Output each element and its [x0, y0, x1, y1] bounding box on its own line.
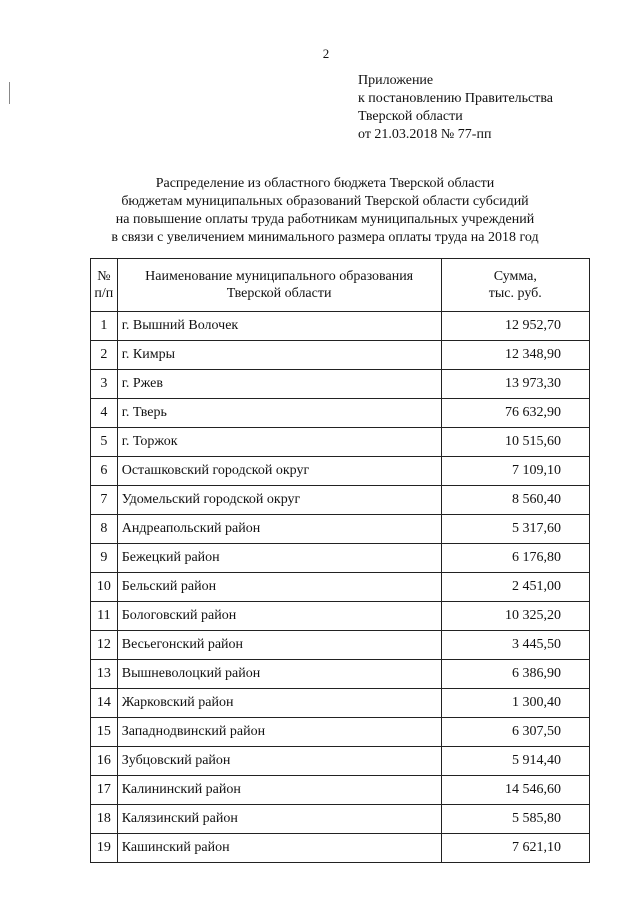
table-body [91, 312, 590, 863]
row-number: 13 [91, 660, 118, 689]
row-number: 18 [91, 805, 118, 834]
scan-artifact-line [9, 82, 10, 104]
table-row [91, 486, 590, 515]
title-line: бюджетам муниципальных образований Тверской области субсидий [121, 194, 529, 209]
row-number: 16 [91, 747, 118, 776]
row-number: 10 [91, 573, 118, 602]
row-sum: 6 176,80 [441, 544, 589, 573]
header-name-line2: Тверской области [226, 286, 332, 301]
row-name: г. Торжок [117, 428, 441, 457]
row-name: Калининский район [117, 776, 441, 805]
row-number: 2 [91, 341, 118, 370]
row-number: 4 [91, 399, 118, 428]
header-number-line2: п/п [94, 286, 114, 301]
row-name: г. Тверь [117, 399, 441, 428]
table-row [91, 805, 590, 834]
row-name: Жарковский район [117, 689, 441, 718]
row-number: 8 [91, 515, 118, 544]
row-name: Бежецкий район [117, 544, 441, 573]
row-sum: 14 546,60 [441, 776, 589, 805]
table-row [91, 747, 590, 776]
row-sum: 10 515,60 [441, 428, 589, 457]
distribution-table [90, 258, 590, 863]
table-row [91, 544, 590, 573]
row-sum: 7 621,10 [441, 834, 589, 863]
row-number: 3 [91, 370, 118, 399]
page-number: 2 [322, 46, 330, 61]
table-row [91, 834, 590, 863]
table-row [91, 370, 590, 399]
table-row [91, 428, 590, 457]
table-row [91, 776, 590, 805]
row-sum: 12 952,70 [441, 312, 589, 341]
row-name: Весьегонский район [117, 631, 441, 660]
table-row [91, 718, 590, 747]
header-number [91, 259, 118, 312]
row-name: г. Ржев [117, 370, 441, 399]
title-line: на повышение оплаты труда работникам муниципальных учреждений [115, 212, 535, 227]
table-row [91, 573, 590, 602]
row-name: г. Кимры [117, 341, 441, 370]
header-sum-line2: тыс. руб. [488, 286, 542, 301]
row-name: Зубцовский район [117, 747, 441, 776]
header-name-line1: Наименование муниципального образования [145, 269, 414, 284]
title-line: в связи с увеличением минимального размера оплаты труда на 2018 год [111, 230, 539, 245]
table-header-row [91, 259, 590, 312]
row-number: 19 [91, 834, 118, 863]
header-sum [441, 259, 589, 312]
row-sum: 3 445,50 [441, 631, 589, 660]
row-number: 14 [91, 689, 118, 718]
row-name: Андреапольский район [117, 515, 441, 544]
row-name: Кашинский район [117, 834, 441, 863]
row-number: 7 [91, 486, 118, 515]
row-sum: 5 914,40 [441, 747, 589, 776]
row-sum: 5 317,60 [441, 515, 589, 544]
row-number: 1 [91, 312, 118, 341]
appendix-block [358, 72, 553, 144]
row-sum: 6 307,50 [441, 718, 589, 747]
table-row [91, 602, 590, 631]
row-sum: 76 632,90 [441, 399, 589, 428]
document-title [90, 175, 560, 247]
header-sum-line1: Сумма, [493, 269, 537, 284]
appendix-line: от 21.03.2018 № 77-пп [358, 127, 492, 142]
row-number: 5 [91, 428, 118, 457]
header-number-line1: № [97, 269, 111, 284]
row-number: 9 [91, 544, 118, 573]
row-name: Удомельский городской округ [117, 486, 441, 515]
table-row [91, 312, 590, 341]
row-name: Бологовский район [117, 602, 441, 631]
row-sum: 1 300,40 [441, 689, 589, 718]
row-sum: 12 348,90 [441, 341, 589, 370]
table-row [91, 457, 590, 486]
row-name: Вышневолоцкий район [117, 660, 441, 689]
row-sum: 13 973,30 [441, 370, 589, 399]
row-number: 6 [91, 457, 118, 486]
row-name: г. Вышний Волочек [117, 312, 441, 341]
row-number: 15 [91, 718, 118, 747]
row-sum: 8 560,40 [441, 486, 589, 515]
appendix-line: Приложение [358, 73, 434, 88]
title-line: Распределение из областного бюджета Тверской области [155, 176, 495, 191]
row-sum: 10 325,20 [441, 602, 589, 631]
table-row [91, 689, 590, 718]
table-row [91, 515, 590, 544]
row-name: Осташковский городской округ [117, 457, 441, 486]
row-number: 17 [91, 776, 118, 805]
table-row [91, 399, 590, 428]
header-name [117, 259, 441, 312]
row-name: Бельский район [117, 573, 441, 602]
row-sum: 5 585,80 [441, 805, 589, 834]
appendix-line: к постановлению Правительства [358, 91, 554, 106]
appendix-line: Тверской области [358, 109, 463, 124]
row-sum: 6 386,90 [441, 660, 589, 689]
table-row [91, 631, 590, 660]
row-sum: 2 451,00 [441, 573, 589, 602]
row-name: Калязинский район [117, 805, 441, 834]
table-row [91, 341, 590, 370]
row-sum: 7 109,10 [441, 457, 589, 486]
row-number: 12 [91, 631, 118, 660]
row-number: 11 [91, 602, 118, 631]
row-name: Западнодвинский район [117, 718, 441, 747]
table-row [91, 660, 590, 689]
